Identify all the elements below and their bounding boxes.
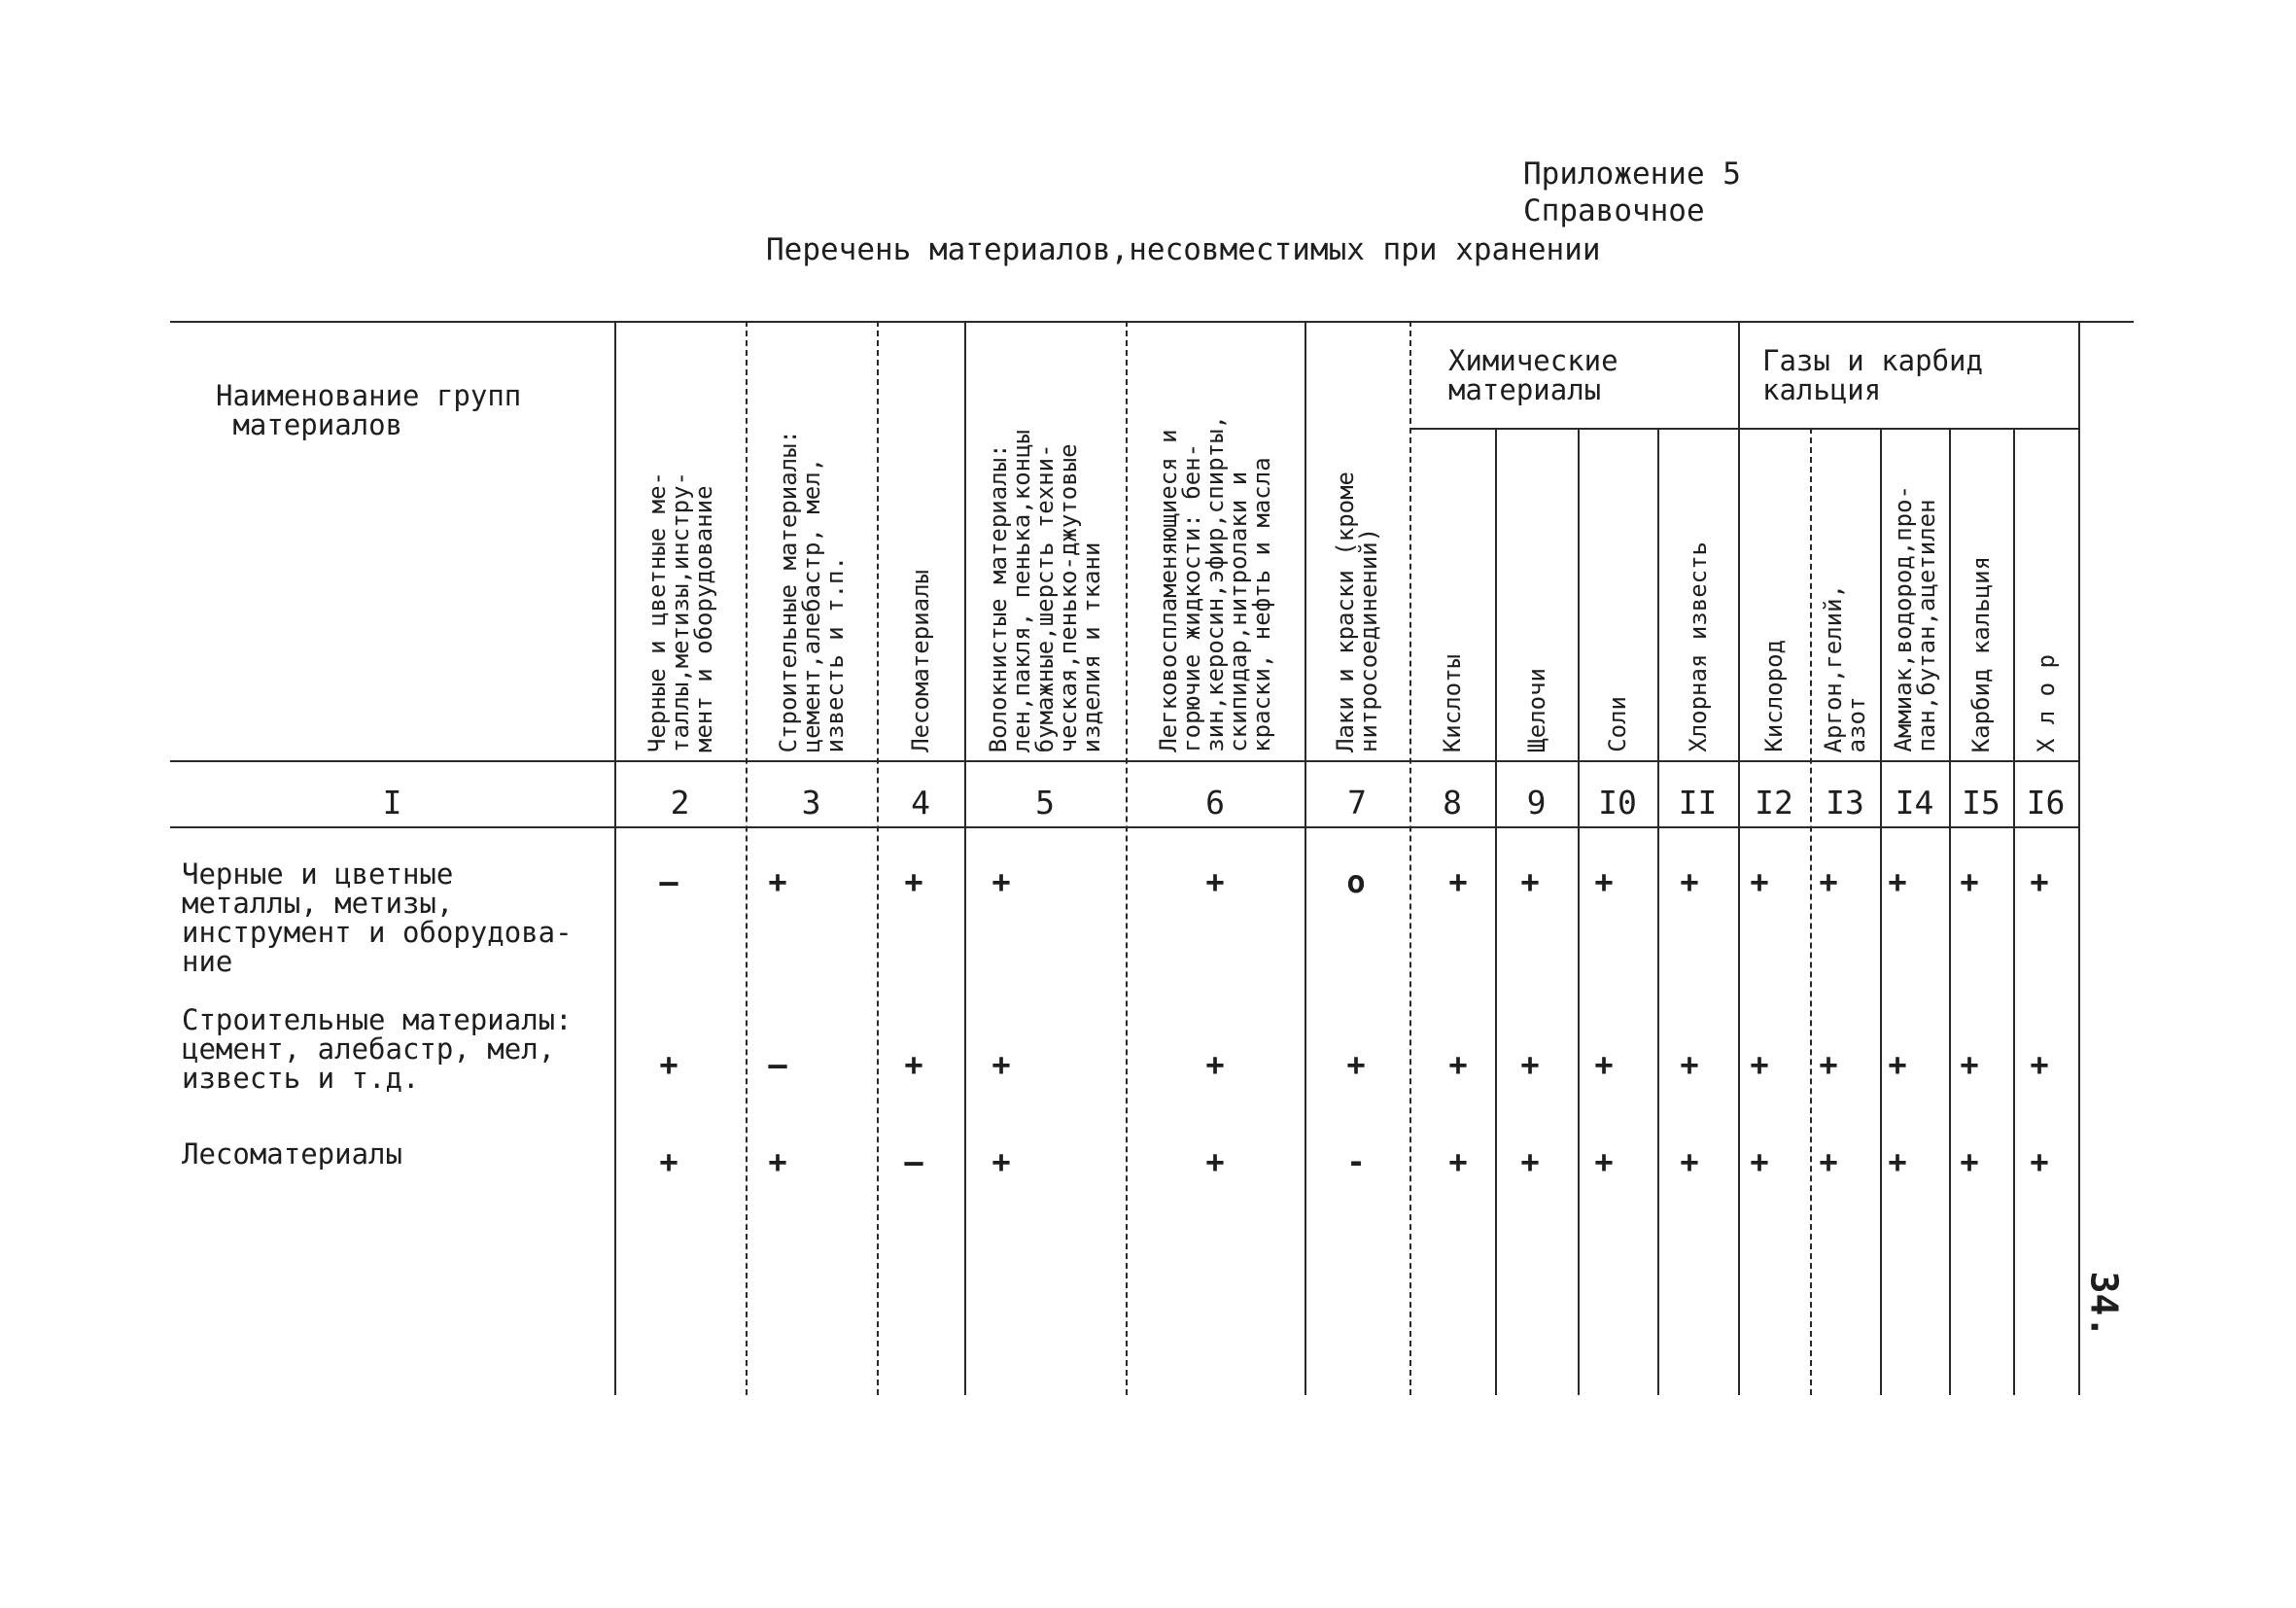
compatibility-mark: + [1594, 863, 1614, 900]
compatibility-mark: + [1819, 1143, 1838, 1180]
first-column-header: Наименование групп материалов [216, 379, 522, 441]
column-number: 9 [1526, 783, 1547, 821]
column-number: I [382, 783, 402, 821]
table-top-rule [170, 321, 2134, 323]
compatibility-mark: + [1960, 1143, 1979, 1180]
compatibility-mark: – [768, 1046, 787, 1083]
compatibility-mark: + [1520, 863, 1540, 900]
gases-group-rule [1738, 428, 2078, 430]
column-header-text: Волокнистые материалы: лен,пакля, пенька,концы бумажные,шерсть техни- ческая,пенько-джутовые изделия и ткани [985, 429, 1105, 752]
column-number: I6 [2026, 783, 2066, 821]
column-header-text: Строительные материалы: цемент,алебастр, мел, известь и т.п. [774, 429, 849, 752]
column-number: 6 [1205, 783, 1225, 821]
row-label: Строительные материалы: цемент, алебастр, мел, известь и т.д. [182, 1003, 573, 1095]
compatibility-mark: + [1750, 1143, 1769, 1180]
column-header-text: Лаки и краски (кроме нитросоединений) [1332, 472, 1382, 752]
compatibility-mark: + [1205, 1143, 1225, 1180]
row-label: Черные и цветные металлы, метизы, инструмент и оборудова- ние [182, 857, 573, 978]
column-number: 4 [911, 783, 930, 821]
column-header-12 [1738, 437, 1810, 752]
header-bottom-rule [170, 760, 2078, 762]
compatibility-mark: + [1594, 1046, 1614, 1083]
compatibility-mark: о [1346, 863, 1366, 900]
compatibility-mark: + [991, 1143, 1011, 1180]
number-row-rule [170, 826, 2078, 828]
column-header-9 [1495, 437, 1578, 752]
column-header-text: Кислоты [1439, 653, 1466, 752]
compatibility-mark: + [768, 863, 787, 900]
compatibility-mark: + [904, 863, 923, 900]
reference-label: Справочное [1523, 193, 1705, 228]
column-header-8 [1409, 437, 1495, 752]
compatibility-mark: + [1205, 863, 1225, 900]
compatibility-mark: + [2030, 863, 2049, 900]
compatibility-mark: + [904, 1046, 923, 1083]
compatibility-mark: + [1680, 1046, 1699, 1083]
compatibility-mark: + [1888, 1143, 1907, 1180]
compatibility-mark: + [659, 1143, 678, 1180]
column-header-5 [964, 331, 1126, 752]
column-header-text: Карбид кальция [1967, 555, 1995, 752]
column-number: 3 [801, 783, 821, 821]
compatibility-mark: + [1819, 1046, 1838, 1083]
column-header-text: Соли [1604, 696, 1631, 752]
column-header-6 [1126, 331, 1305, 752]
column-header-text: Легковоспламеняющиеся и горючие жидкости: бен- зин,керосин,эфир,спирты, скипидар,нитролаки и краски, нефть и масла [1155, 415, 1275, 752]
compatibility-mark: + [991, 1046, 1011, 1083]
column-header-text: Черные и цветные ме- таллы,метизы,инстру- мент и оборудование [643, 472, 717, 752]
compatibility-mark: + [1888, 863, 1907, 900]
column-header-10 [1578, 437, 1657, 752]
column-number: 8 [1443, 783, 1462, 821]
compatibility-mark: + [1819, 863, 1838, 900]
column-number: I3 [1826, 783, 1864, 821]
compatibility-mark: + [1594, 1143, 1614, 1180]
chemical-group-rule [1409, 428, 1738, 430]
column-number: I2 [1755, 783, 1793, 821]
compatibility-mark: + [1520, 1143, 1540, 1180]
column-header-11 [1657, 437, 1738, 752]
compatibility-mark: + [1448, 1143, 1468, 1180]
chemical-group-header: Химические материалы [1448, 344, 1618, 406]
compatibility-mark: + [1888, 1046, 1907, 1083]
page-number: 34. [2082, 1271, 2126, 1339]
compatibility-mark: + [991, 863, 1011, 900]
column-divider [2078, 321, 2080, 1395]
column-number: I5 [1962, 783, 2000, 821]
column-header-text: Аргон,гелий, азот [1820, 583, 1870, 752]
gases-group-header: Газы и карбид кальция [1762, 344, 1983, 406]
column-header-4 [877, 331, 964, 752]
column-header-text: Х л о р [2032, 653, 2060, 752]
compatibility-mark: - [1346, 1143, 1366, 1180]
column-number: 7 [1347, 783, 1367, 821]
column-number: 5 [1035, 783, 1055, 821]
compatibility-mark: + [1750, 1046, 1769, 1083]
appendix-label: Приложение 5 [1523, 157, 1741, 192]
column-header-text: Лесоматериалы [907, 570, 934, 752]
compatibility-mark: + [1680, 1143, 1699, 1180]
compatibility-mark: + [768, 1143, 787, 1180]
compatibility-mark: + [2030, 1143, 2049, 1180]
row-label: Лесоматериалы [182, 1137, 402, 1171]
column-header-2 [614, 331, 746, 752]
column-header-13 [1810, 437, 1880, 752]
column-number: I4 [1895, 783, 1934, 821]
compatibility-mark: + [2030, 1046, 2049, 1083]
compatibility-mark: + [1750, 863, 1769, 900]
column-number: II [1678, 783, 1718, 821]
column-header-16 [2013, 437, 2078, 752]
column-header-text: Кислород [1760, 640, 1788, 752]
compatibility-mark: – [904, 1143, 923, 1180]
compatibility-mark: + [1520, 1046, 1540, 1083]
compatibility-mark: – [659, 863, 678, 900]
column-header-text: Хлорная известь [1684, 542, 1712, 752]
compatibility-mark: + [1960, 863, 1979, 900]
column-header-text: Щелочи [1522, 668, 1550, 752]
column-header-15 [1949, 437, 2013, 752]
compatibility-mark: + [659, 1046, 678, 1083]
document-title: Перечень материалов,несовместимых при хранении [766, 232, 1601, 267]
compatibility-mark: + [1960, 1046, 1979, 1083]
column-header-7 [1305, 331, 1409, 752]
column-number: I0 [1598, 783, 1637, 821]
compatibility-mark: + [1448, 863, 1468, 900]
column-number: 2 [670, 783, 690, 821]
compatibility-mark: + [1680, 863, 1699, 900]
column-header-3 [746, 331, 877, 752]
column-header-text: Аммиак,водород,про- пан,бутан,ацетилен [1889, 485, 1940, 752]
compatibility-mark: + [1448, 1046, 1468, 1083]
column-header-14 [1880, 437, 1949, 752]
compatibility-mark: + [1346, 1046, 1366, 1083]
compatibility-mark: + [1205, 1046, 1225, 1083]
